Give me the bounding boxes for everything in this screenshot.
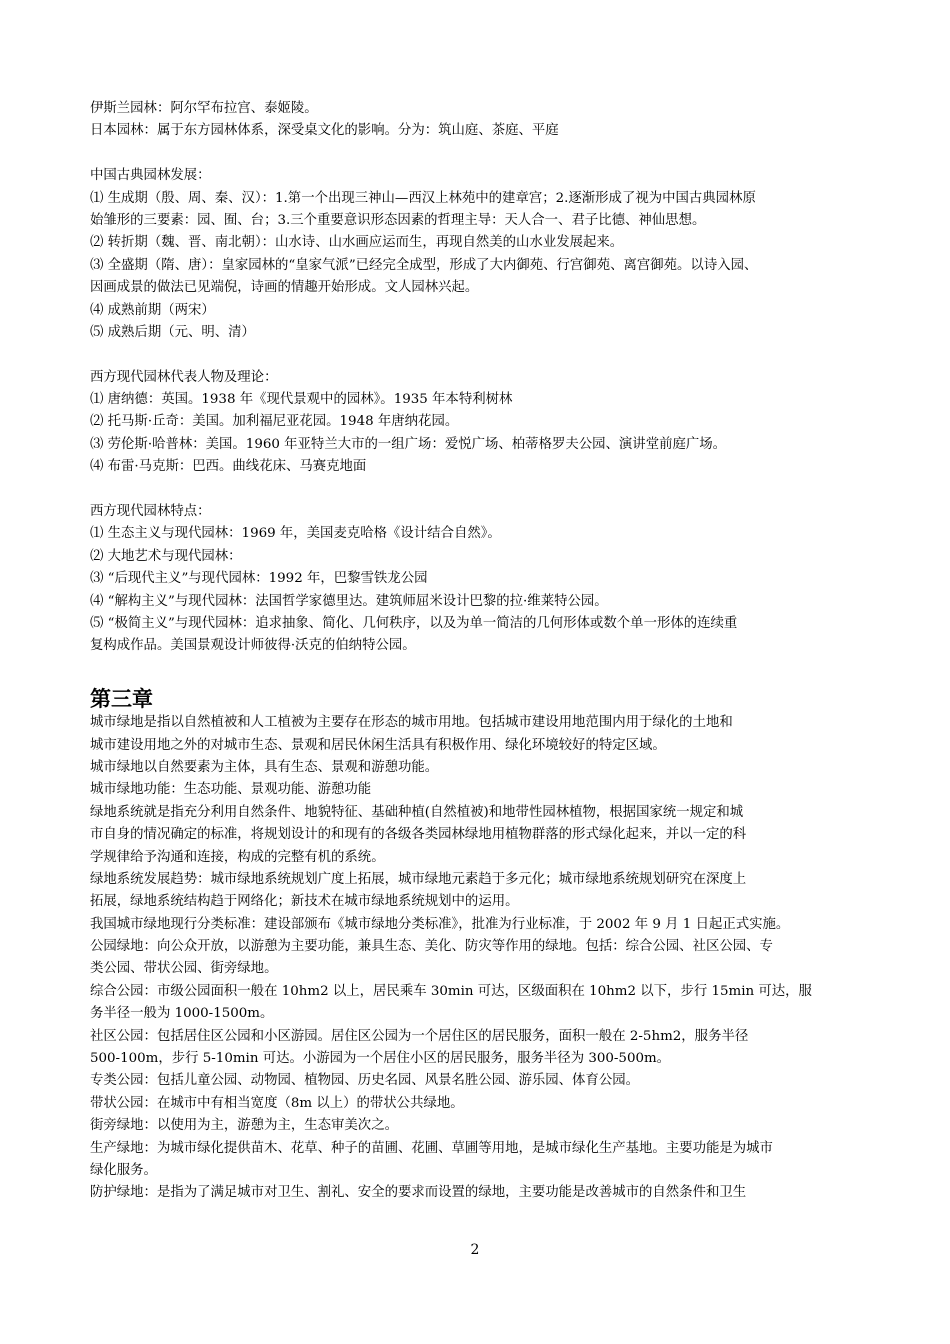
text-line: ⑴ 唐纳德：英国。1938 年《现代景观中的园林》。1935 年本特利树林 <box>90 392 513 408</box>
text-line: 因画成景的做法已见端倪，诗画的情趣开始形成。文人园林兴起。 <box>90 280 479 296</box>
text-line: 拓展，绿地系统结构趋于网络化；新技术在城市绿地系统规划中的运用。 <box>90 894 519 910</box>
text-line: 社区公园：包括居住区公园和小区游园。居住区公园为一个居住区的居民服务，面积一般在 2-5hm2，服务半径 <box>90 1028 749 1044</box>
chapter-heading: 第三章 <box>90 687 153 712</box>
text-line: ⑷ 布雷·马克斯：巴西。曲线花床、马赛克地面 <box>90 459 367 475</box>
text-line: 生产绿地：为城市绿化提供苗木、花草、种子的苗圃、花圃、草圃等用地，是城市绿化生产基地。主要功能是为城市 <box>90 1140 773 1156</box>
text-line: 伊斯兰园林：阿尔罕布拉宫、泰姬陵。 <box>90 101 318 116</box>
text-line: ⑴ 生成期（殷、周、秦、汉）：1.第一个出现三神山—西汉上林苑中的建章宫；2.逐渐形成了视为中国古典园林原 <box>90 190 756 206</box>
blank-line <box>90 658 870 680</box>
text-line: ⑵ 大地艺术与现代园林： <box>90 548 242 564</box>
text-line: 城市绿地功能：生态功能、景观功能、游憩功能 <box>90 782 372 798</box>
text-line: 务半径一般为 1000-1500m。 <box>90 1006 274 1022</box>
text-line: ⑴ 生态主义与现代园林：1969 年，美国麦克哈格《设计结合自然》。 <box>90 526 501 542</box>
text-line: 综合公园：市级公园面积一般在 10hm2 以上，居民乘车 30min 可达，区级面积在 10hm2 以下，步行 15min 可达，服 <box>90 983 812 999</box>
text-line: ⑶ 全盛期（隋、唐）：皇家园林的“皇家气派”已经完全成型，形成了大内御苑、行宫御苑、离宫御苑。以诗入园、 <box>90 257 758 273</box>
text-line: ⑶ 劳伦斯·哈普林：美国。1960 年亚特兰大市的一组广场：爱悦广场、柏蒂格罗夫公园、演讲堂前庭广场。 <box>90 436 727 452</box>
document-page <box>90 98 870 1205</box>
text-line: 日本园林：属于东方园林体系，深受桌文化的影响。分为：筑山庭、茶庭、平庭 <box>90 123 559 139</box>
text-line: 始雏形的三要素：园、囿、台；3.三个重要意识形态因素的哲理主导：天人合一、君子比德、神仙思想。 <box>90 212 706 228</box>
text-line: 市自身的情况确定的标准，将规划设计的和现有的各级各类园林绿地用植物群落的形式绿化起来，并以一定的科 <box>90 827 747 843</box>
blank-line <box>90 344 870 366</box>
text-line: 学规律给予沟通和连接，构成的完整有机的系统。 <box>90 849 385 865</box>
text-line: 我国城市绿地现行分类标准：建设部颁布《城市绿地分类标准》，批准为行业标准，于 2002 年 9 月 1 日起正式实施。 <box>90 916 790 932</box>
text-line: 西方现代园林代表人物及理论： <box>90 369 278 385</box>
text-block-history <box>90 98 870 680</box>
text-line: ⑷ 成熟前期（两宋） <box>90 302 215 318</box>
text-line: 500-100m，步行 5-10min 可达。小游园为一个居住小区的居民服务，服务半径为 300-500m。 <box>90 1051 671 1067</box>
text-line: 绿地系统发展趋势：城市绿地系统规划广度上拓展，城市绿地元素趋于多元化；城市绿地系统规划研究在深度上 <box>90 871 747 887</box>
text-block-chapter-three <box>90 712 870 1205</box>
blank-line <box>90 143 870 165</box>
text-line: 防护绿地：是指为了满足城市对卫生、割礼、安全的要求而设置的绿地，主要功能是改善城市的自然条件和卫生 <box>90 1185 747 1201</box>
text-line: 公园绿地：向公众开放，以游憩为主要功能，兼具生态、美化、防灾等作用的绿地。包括：综合公园、社区公园、专 <box>90 939 773 955</box>
text-line: 中国古典园林发展： <box>90 168 211 184</box>
text-line: 城市绿地以自然要素为主体，具有生态、景观和游憩功能。 <box>90 759 439 775</box>
text-line: 城市绿地是指以自然植被和人工植被为主要存在形态的城市用地。包括城市建设用地范围内用于绿化的土地和 <box>90 715 733 731</box>
blank-line <box>90 479 870 501</box>
text-line: 绿化服务。 <box>90 1162 157 1178</box>
text-line: 绿地系统就是指充分利用自然条件、地貌特征、基础种植(自然植被)和地带性园林植物，根据国家统一规定和城 <box>90 804 744 820</box>
text-line: 复构成作品。美国景观设计师彼得·沃克的伯纳特公园。 <box>90 638 416 654</box>
text-line: 专类公园：包括儿童公园、动物园、植物园、历史名园、风景名胜公园、游乐园、体育公园。 <box>90 1073 640 1089</box>
text-line: 城市建设用地之外的对城市生态、景观和居民休闲生活具有积极作用、绿化环境较好的特定区域。 <box>90 737 666 753</box>
text-line: 类公园、带状公园、街旁绿地。 <box>90 961 278 977</box>
text-line: ⑸ 成熟后期（元、明、清） <box>90 324 255 340</box>
text-line: 街旁绿地：以使用为主，游憩为主，生态审美次之。 <box>90 1118 398 1134</box>
text-line: ⑵ 托马斯·丘奇：美国。加利福尼亚花园。1948 年唐纳花园。 <box>90 414 459 430</box>
text-line: ⑶ “后现代主义”与现代园林：1992 年，巴黎雪铁龙公园 <box>90 571 428 587</box>
text-line: ⑸ “极简主义”与现代园林：追求抽象、简化、几何秩序，以及为单一简洁的几何形体或数个单一形体的连续重 <box>90 615 738 631</box>
text-line: 带状公园：在城市中有相当宽度（8m 以上）的带状公共绿地。 <box>90 1095 464 1111</box>
page-number: 2 <box>470 1242 480 1258</box>
text-line: ⑷ “解构主义”与现代园林：法国哲学家德里达。建筑师屈米设计巴黎的拉·维莱特公园。 <box>90 593 608 609</box>
text-line: ⑵ 转折期（魏、晋、南北朝）：山水诗、山水画应运而生，再现自然美的山水业发展起来。 <box>90 235 624 251</box>
text-line: 西方现代园林特点： <box>90 504 211 520</box>
